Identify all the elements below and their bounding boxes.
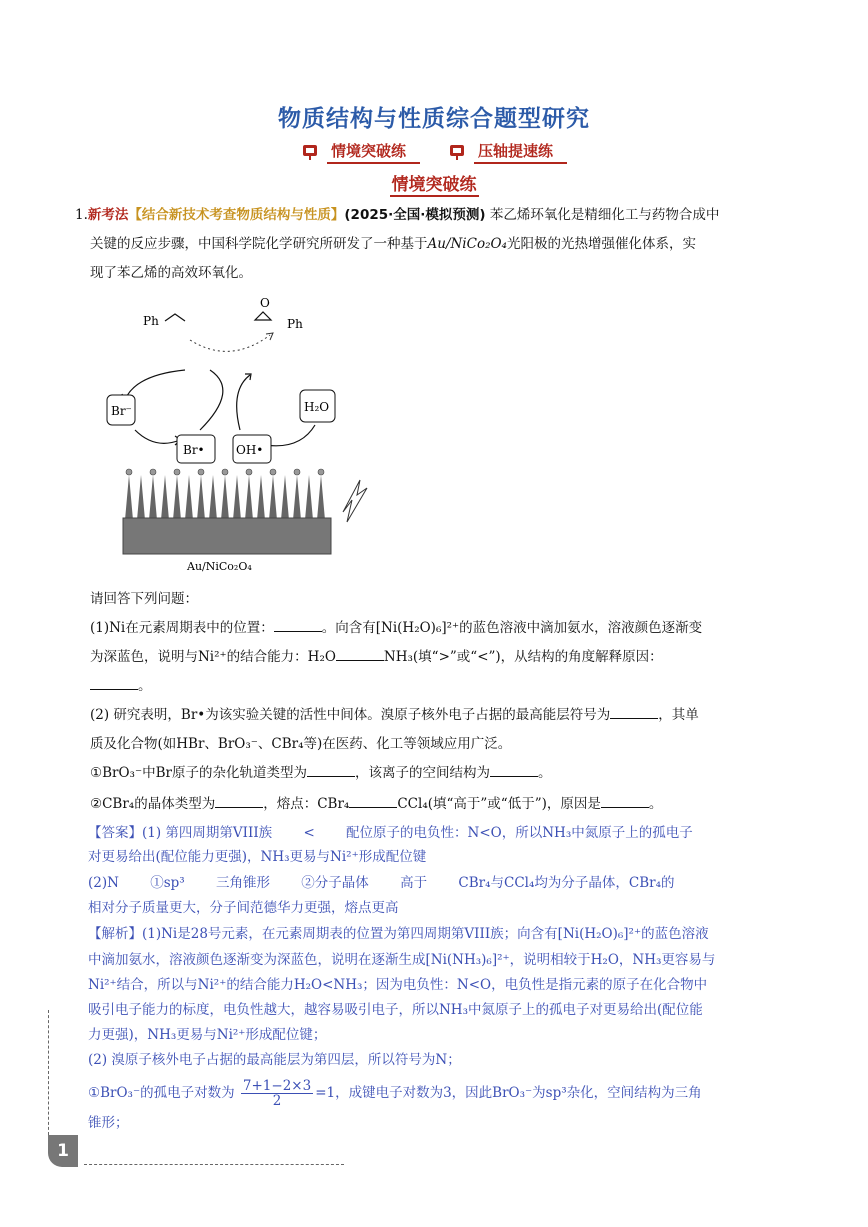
electrode-substrate xyxy=(123,518,331,554)
question-line-2: 关键的反应步骤，中国科学院化学研究所研发了一种基于Au/NiCo₂O₄光阳极的光热增强催化体系，实 xyxy=(90,236,696,252)
tab-scenario[interactable] xyxy=(301,140,420,164)
nanorod-array xyxy=(125,469,325,520)
light-icon xyxy=(343,480,367,522)
arrowhead xyxy=(266,333,273,340)
q2-line-2: 质及化合物(如HBr、BrO₃⁻、CBr₄等)在医药、化工等领域应用广泛。 xyxy=(90,736,512,752)
answer-blank[interactable] xyxy=(215,793,263,808)
tab-label: 情境突破练 xyxy=(327,140,420,164)
q1-line-3: 。 xyxy=(90,675,810,697)
signpost-icon xyxy=(448,143,466,161)
answer-blank[interactable] xyxy=(610,704,658,719)
page-number: 1 xyxy=(48,1135,78,1167)
cycle-arrow-br xyxy=(135,430,180,443)
q2-line-1: (2) 研究表明，Br•为该实验关键的活性中间体。溴原子核外电子占据的最高能层符号为 ，其单 xyxy=(90,704,810,726)
dotted-arrow xyxy=(190,335,270,351)
tab-final[interactable] xyxy=(448,140,567,164)
footer-dash xyxy=(84,1164,344,1165)
question-line-3: 现了苯乙烯的高效环氧化。 xyxy=(90,265,252,281)
question-line-1: 1.新考法【结合新技术考查物质结构与性质】(2025·全国·模拟预测) 苯乙烯环氧化是精细化工与药物合成中 xyxy=(75,207,720,223)
analysis-line-5: 力更强)，NH₃更易与Ni²⁺形成配位键； xyxy=(88,1027,327,1043)
br-minus-label: Br⁻ xyxy=(111,404,132,418)
analysis-line-2: 中滴加氨水，溶液颜色逐渐变为深蓝色，说明在逐渐生成[Ni(NH₃)₆]²⁺，说明相较于H₂O，NH₃更容易与 xyxy=(88,952,716,968)
analysis-line-1: 【解析】(1)Ni是28号元素，在元素周期表的位置为第四周期第VIII族；向含有[Ni(H₂O)₆]²⁺的蓝色溶液 xyxy=(88,926,709,942)
analysis-line-4: 吸引电子能力的标度，电负性越大，越容易吸引电子，所以NH₃中氮原子上的孤电子对更易给出(配位能 xyxy=(88,1002,703,1018)
q2-line-3: ①BrO₃⁻中Br原子的杂化轨道类型为 ，该离子的空间结构为 。 xyxy=(90,762,810,784)
answer-blank[interactable] xyxy=(349,793,397,808)
answer-line-3: (2)N ①sp³ 三角锥形 ②分子晶体 高于 CBr₄与CCl₄均为分子晶体，CBr₄的 xyxy=(88,875,675,891)
signpost-icon xyxy=(301,143,319,161)
cycle-arrow-oh xyxy=(237,375,250,430)
electrode-label: Au/NiCo₂O₄ xyxy=(187,560,252,573)
cycle-arrow-mid xyxy=(200,370,223,430)
oh-radical-label: OH• xyxy=(236,443,264,457)
styrene-bond xyxy=(165,314,185,321)
tab-label: 压轴提速练 xyxy=(474,140,567,164)
analysis-line-3: Ni²⁺结合，所以与Ni²⁺的结合能力H₂O<NH₃；因为电负性：N<O，电负性是指元素的原子在化合物中 xyxy=(88,977,708,993)
answer-blank[interactable] xyxy=(336,646,384,661)
ph-left-label: Ph xyxy=(143,314,159,328)
br-radical-label: Br• xyxy=(183,443,205,457)
analysis-line-7: ①BrO₃⁻的孤电子对数为 $\frac{7+1-2\times 3}{2}$ =1，成键电子对数为3，因此BrO₃⁻为sp³杂化，空间结构为三角 xyxy=(88,1078,702,1109)
epoxide-ring xyxy=(255,312,271,320)
answer-blank[interactable] xyxy=(490,762,538,777)
analysis-line-8: 锥形； xyxy=(88,1115,129,1131)
section-title: 情境突破练 xyxy=(391,175,477,195)
oxygen-label: O xyxy=(260,296,270,310)
cycle-arrow-h2o xyxy=(265,425,315,446)
answer-line-2: 对更易给出(配位能力更强)，NH₃更易与Ni²⁺形成配位键 xyxy=(88,849,427,865)
ph-right-label: Ph xyxy=(287,317,303,331)
answer-blank[interactable] xyxy=(90,675,138,690)
q1-line-1: (1)Ni在元素周期表中的位置： 。向含有[Ni(H₂O)₆]²⁺的蓝色溶液中滴加氨水，溶液颜色逐渐变 xyxy=(90,617,810,639)
q2-line-4: ②CBr₄的晶体类型为 ，熔点：CBr₄ CCl₄(填“高于”或“低于”)，原因是 。 xyxy=(90,793,810,815)
answer-blank[interactable] xyxy=(601,793,649,808)
cycle-arrow-left xyxy=(125,370,185,400)
intro-line: 请回答下列问题： xyxy=(90,591,198,607)
answer-line-4: 相对分子质量更大，分子间范德华力更强，熔点更高 xyxy=(88,900,399,916)
analysis-line-6: (2) 溴原子核外电子占据的最高能层为第四层，所以符号为N； xyxy=(88,1052,461,1068)
answer-blank[interactable] xyxy=(274,617,322,632)
reaction-diagram xyxy=(95,290,395,580)
answer-line-1: 【答案】(1) 第四周期第VIII族 < 配位原子的电负性：N<O，所以NH₃中氮原子上的孤电子 xyxy=(88,825,693,841)
q1-line-2: 为深蓝色，说明与Ni²⁺的结合能力：H₂O NH₃(填“>”或“<”)，从结构的角度解释原因： xyxy=(90,646,810,668)
fraction: $\frac{7+1-2\times 3}{2}$ xyxy=(242,1078,312,1109)
h2o-label: H₂O xyxy=(304,400,330,414)
margin-dash xyxy=(48,1010,49,1135)
page-title: 物质结构与性质综合题型研究 xyxy=(278,106,590,132)
tab-bar xyxy=(0,140,868,164)
answer-blank[interactable] xyxy=(307,762,355,777)
